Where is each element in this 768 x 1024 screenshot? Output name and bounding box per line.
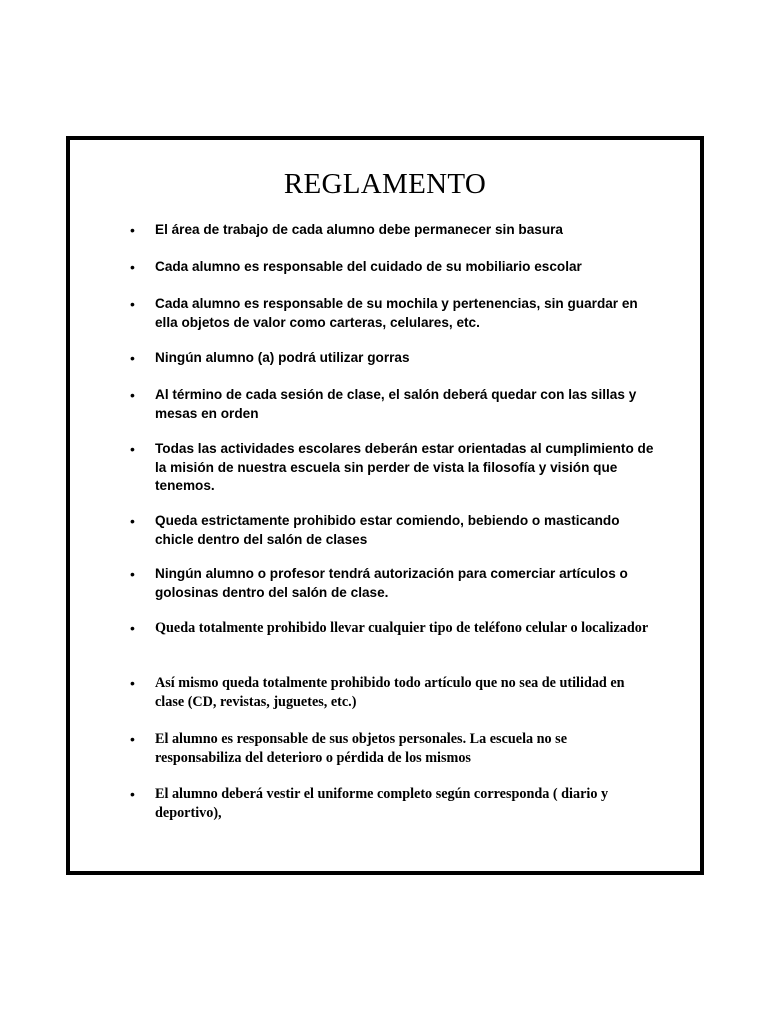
rule-text: Queda estrictamente prohibido estar comiendo, bebiendo o masticando chicle dentro del salón de clases [155,513,620,547]
rule-item [130,512,655,549]
rules-frame [66,136,704,875]
rule-item [130,258,655,277]
rule-item [130,386,655,423]
rule-text: Queda totalmente prohibido llevar cualquier tipo de teléfono celular o localizador [155,620,649,636]
bullet-icon: • [130,441,135,457]
rule-text: El alumno es responsable de sus objetos personales. La escuela no se responsabiliza del deterioro o pérdida de los mismos [155,731,567,766]
rule-item [130,221,655,240]
rule-text: El alumno deberá vestir el uniforme completo según corresponda ( diario y deportivo), [155,786,609,821]
bullet-icon: • [130,620,135,636]
bullet-icon: • [130,675,135,691]
bullet-icon: • [130,350,135,366]
rule-item [130,565,655,602]
document-title: REGLAMENTO [283,168,487,200]
rule-item [130,295,655,332]
bullet-icon: • [130,513,135,529]
rule-item [130,730,655,768]
rule-text: Al término de cada sesión de clase, el salón deberá quedar con las sillas y mesas en orden [155,387,637,421]
rule-text: Así mismo queda totalmente prohibido todo artículo que no sea de utilidad en clase (CD, revistas, juguetes, etc.) [155,675,625,710]
rule-item [130,619,655,638]
rule-item [130,674,655,712]
bullet-icon: • [130,222,135,238]
bullet-icon: • [130,259,135,275]
rule-item [130,785,655,823]
bullet-icon: • [130,296,135,312]
rule-item [130,440,655,496]
rule-text: Ningún alumno o profesor tendrá autorización para comerciar artículos o golosinas dentro del salón de clase. [155,566,628,600]
rule-item [130,349,655,368]
bullet-icon: • [130,566,135,582]
rule-text: El área de trabajo de cada alumno debe permanecer sin basura [155,222,563,237]
rule-text: Ningún alumno (a) podrá utilizar gorras [155,350,410,365]
bullet-icon: • [130,786,135,802]
rule-text: Todas las actividades escolares deberán estar orientadas al cumplimiento de la misión de nuestra escuela sin perder de vista la filosofía y visión que tenemos. [155,441,654,493]
bullet-icon: • [130,731,135,747]
rule-text: Cada alumno es responsable del cuidado de su mobiliario escolar [155,259,582,274]
rule-text: Cada alumno es responsable de su mochila y pertenencias, sin guardar en ella objetos de valor como carteras, celulares, etc. [155,296,638,330]
bullet-icon: • [130,387,135,403]
